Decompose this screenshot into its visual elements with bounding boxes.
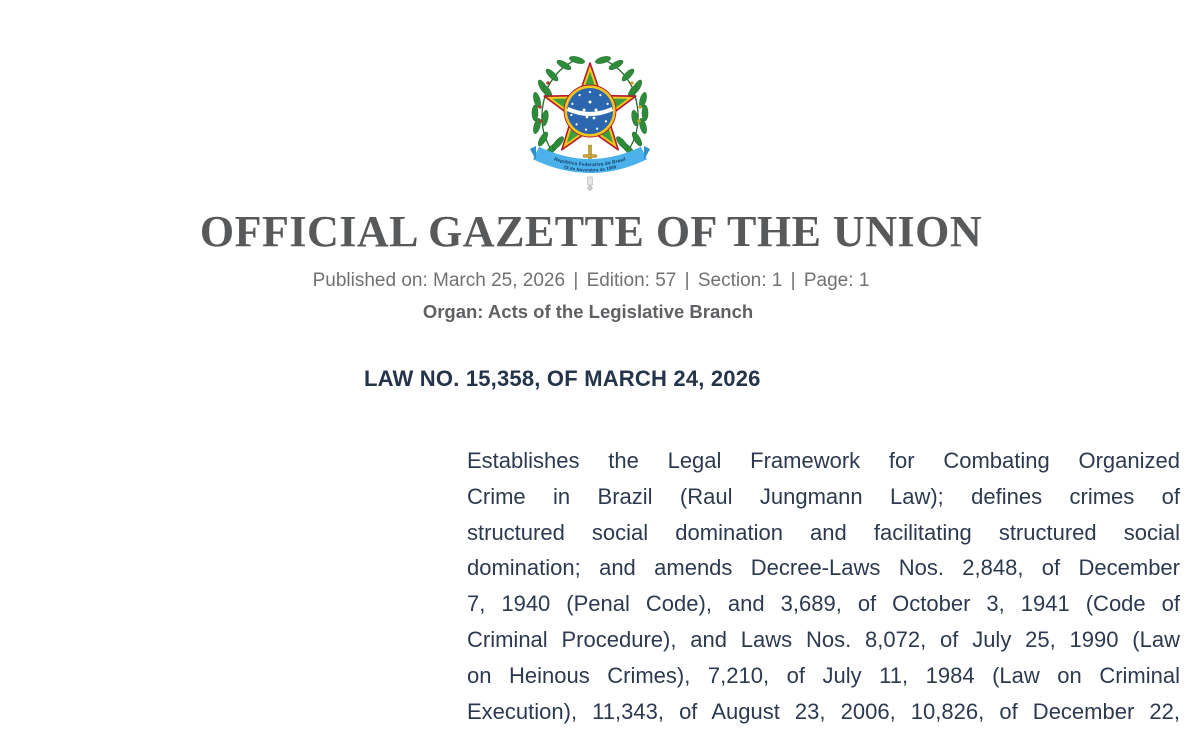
law-title: LAW NO. 15,358, OF MARCH 24, 2026 (364, 366, 761, 391)
brazil-coat-of-arms-icon (528, 53, 652, 193)
law-summary-line: structured social domination and facilitating structured social (467, 519, 1180, 545)
law-summary (467, 443, 1180, 729)
page-value: 1 (858, 270, 870, 291)
page-label: Page: (803, 270, 854, 291)
publication-meta (0, 270, 1182, 292)
law-summary-line: 7, 1940 (Penal Code), and 3,689, of October 3, 1941 (Code of (467, 591, 1180, 617)
law-summary-line: on Heinous Crimes), 7,210, of July 11, 1984 (Law on Criminal (467, 662, 1180, 688)
law-summary-line: Crime in Brazil (Raul Jungmann Law); defines crimes of (467, 483, 1180, 509)
section-label: Section: (697, 270, 767, 291)
meta-separator: | (573, 270, 579, 291)
law-summary-line: Establishes the Legal Framework for Combating Organized (467, 448, 1180, 473)
section-value: 1 (771, 270, 783, 291)
meta-separator: | (684, 270, 690, 291)
edition-value: 57 (655, 270, 677, 291)
gazette-title: OFFICIAL GAZETTE OF THE UNION (199, 207, 983, 256)
law-summary-line: Execution), 11,343, of August 23, 2006, 10,826, of December 22, (467, 698, 1180, 724)
coat-ribbon-text-2: 15 de Novembro de 1889 (563, 164, 617, 173)
law-summary-line: Criminal Procedure), and Laws Nos. 8,072, of July 25, 1990 (Law (467, 626, 1180, 652)
published-date: March 25, 2026 (433, 270, 566, 291)
published-label: Published on: (312, 270, 428, 291)
organ-line: Organ: Acts of the Legislative Branch (422, 301, 754, 322)
meta-separator: | (790, 270, 796, 291)
edition-label: Edition: (586, 270, 650, 291)
law-summary-line: domination; and amends Decree-Laws Nos. 2,848, of December (467, 555, 1180, 581)
coat-ribbon-text-1: República Federativa do Brasil (553, 156, 627, 168)
